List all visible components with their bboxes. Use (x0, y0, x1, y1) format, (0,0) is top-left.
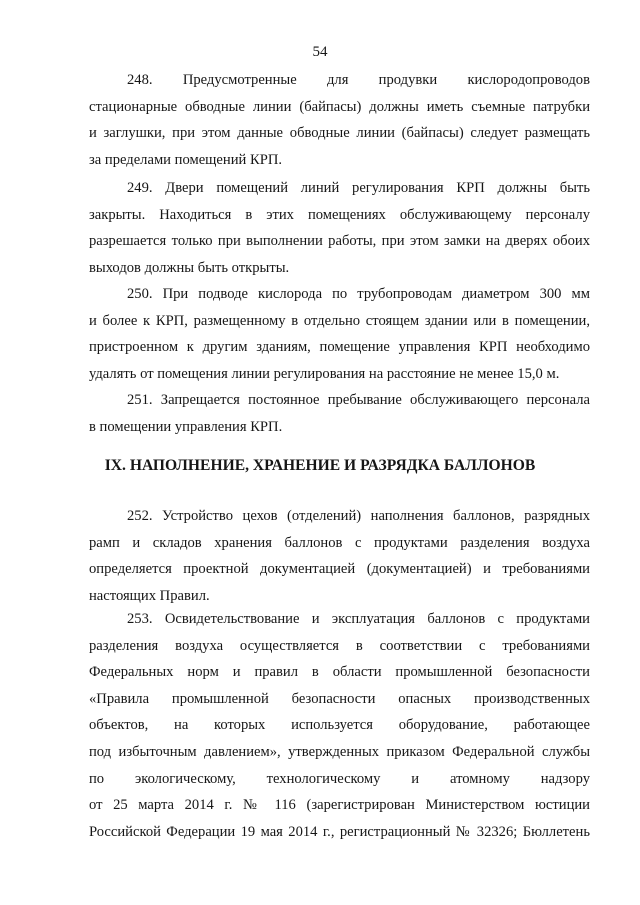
paragraph-line: настоящих Правил. (89, 587, 210, 604)
paragraph-line: в помещении управления КРП. (89, 418, 283, 435)
paragraph-line: по экологическому, технологическому и атомному надзору (89, 770, 590, 787)
section-heading: IX. НАПОЛНЕНИЕ, ХРАНЕНИЕ И РАЗРЯДКА БАЛЛОНОВ (104, 457, 536, 474)
paragraph-line: удалять от помещения линии регулирования на расстояние не менее 15,0 м. (89, 365, 560, 382)
paragraph-line: 250. При подводе кислорода по трубопроводам диаметром 300 мм (127, 286, 590, 302)
paragraph-line: 249. Двери помещений линий регулирования КРП должны быть (127, 180, 590, 196)
paragraph-line: и более к КРП, размещенному в отдельно стоящем здании или в помещении, (89, 312, 590, 329)
paragraph-line: Федеральных норм и правил в области промышленной безопасности (89, 664, 590, 681)
paragraph-line: закрыты. Находиться в этих помещениях обслуживающему персоналу (89, 206, 590, 223)
paragraph-line: «Правила промышленной безопасности опасных производственных (89, 690, 590, 707)
paragraph-line: 253. Освидетельствование и эксплуатация баллонов с продуктами (127, 611, 590, 627)
paragraph-250 (89, 281, 590, 387)
paragraph-line: 251. Запрещается постоянное пребывание обслуживающего персонала (127, 392, 590, 408)
page-number: 54 (312, 44, 328, 60)
paragraph-line: пристроенном к другим зданиям, помещение управления КРП необходимо (89, 339, 590, 356)
paragraph-line: определяется проектной документацией (документацией) и требованиями (89, 561, 590, 578)
paragraph-line: стационарные обводные линии (байпасы) должны иметь съемные патрубки (89, 98, 590, 115)
paragraph-line: и заглушки, при этом данные обводные линии (байпасы) следует размещать (89, 125, 590, 142)
paragraph-line: выходов должны быть открыты. (89, 259, 290, 276)
paragraph-line: 248. Предусмотренные для продувки кислородопроводов (127, 72, 590, 88)
paragraph-253 (89, 606, 590, 845)
paragraph-249 (89, 175, 590, 281)
paragraph-line: за пределами помещений КРП. (89, 151, 283, 168)
paragraph-line: под избыточным давлением», утвержденных приказом Федеральной службы (89, 743, 590, 760)
paragraph-line: Российской Федерации 19 мая 2014 г., регистрационный № 32326; Бюллетень (89, 823, 590, 840)
paragraph-248 (89, 67, 590, 173)
paragraph-251 (89, 387, 590, 440)
paragraph-line: разрешается только при выполнении работы, при этом замки на дверях обоих (89, 233, 590, 250)
paragraph-line: объектов, на которых используется оборудование, работающее (89, 717, 590, 734)
paragraph-line: 252. Устройство цехов (отделений) наполнения баллонов, разрядных (127, 508, 590, 524)
paragraph-line: разделения воздуха осуществляется в соответствии с требованиями (89, 637, 590, 654)
paragraph-line: рамп и складов хранения баллонов с продуктами разделения воздуха (89, 534, 590, 551)
paragraph-252 (89, 503, 590, 609)
paragraph-line: от 25 марта 2014 г. № 116 (зарегистрирован Министерством юстиции (89, 797, 590, 814)
